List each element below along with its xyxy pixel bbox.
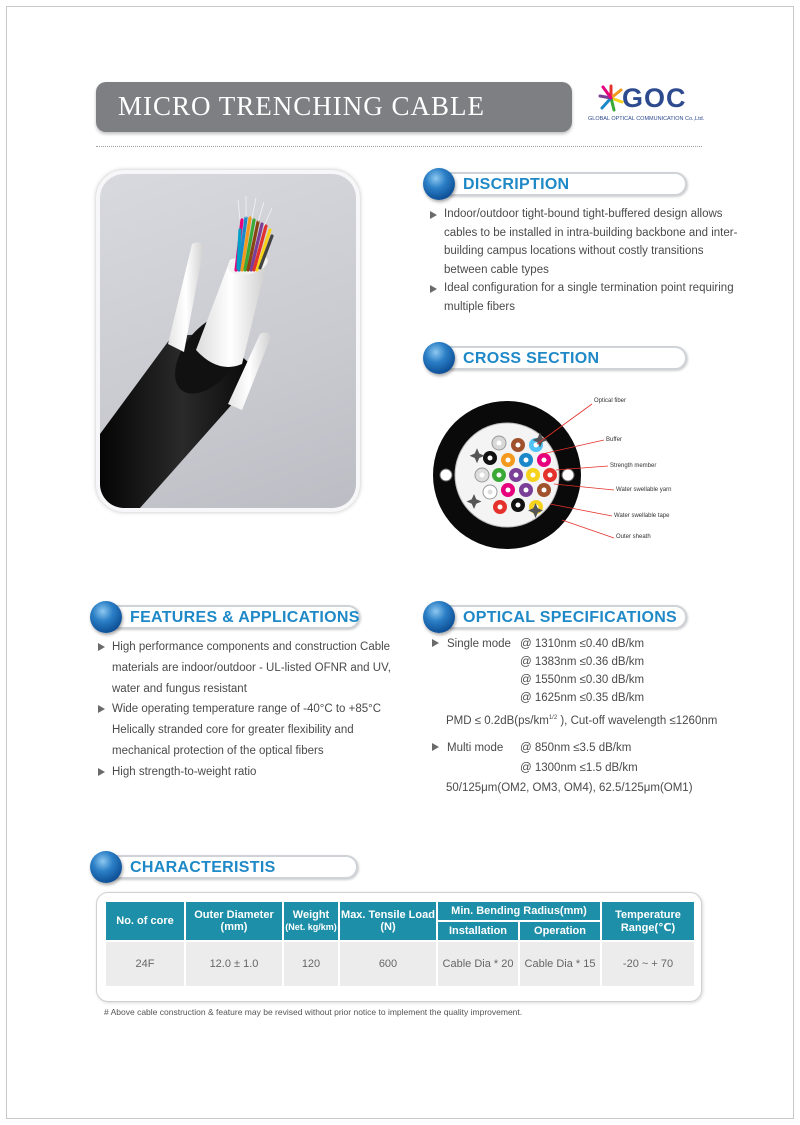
- characteristics-table-box: [96, 892, 702, 1002]
- cable-cross-section: [432, 392, 702, 552]
- label-water-swellable-yarn: Water swellable yarn: [616, 487, 672, 493]
- header-cell: No. of core: [105, 901, 185, 941]
- table-cell: 120: [283, 941, 339, 987]
- header-cell: Outer Diameter (mm): [185, 901, 283, 941]
- optical-specs: [432, 638, 732, 808]
- spec-row: @ 1550nm ≤0.30 dB/km: [520, 674, 645, 686]
- table-cell: 600: [339, 941, 437, 987]
- header-cell: Max. Tensile Load (N): [339, 901, 437, 941]
- cable-photo-panel: [96, 170, 360, 512]
- features-heading: FEATURES & APPLICATIONS: [130, 609, 360, 626]
- spec-row: @ 1383nm ≤0.36 dB/km: [520, 656, 645, 668]
- list-item: Wide operating temperature range of -40°C to +85°C Helically stranded core for greater flexibility and mechanical protection of the optical fibers: [96, 699, 396, 761]
- bullet-ball-icon: [423, 342, 455, 374]
- logo-subtitle: GLOBAL OPTICAL COMMUNICATION Co.,Ltd.: [588, 116, 705, 122]
- divider: [96, 146, 702, 147]
- bullet-ball-icon: [423, 601, 455, 633]
- spec-row: @ 1300nm ≤1.5 dB/km: [520, 762, 638, 774]
- cross-section-heading: CROSS SECTION: [463, 350, 600, 367]
- header-cell: Installation: [437, 921, 519, 941]
- bullet-ball-icon: [90, 601, 122, 633]
- features-header: [90, 603, 360, 631]
- description-list: [428, 205, 738, 317]
- multi-mode-note: 50/125μm(OM2, OM3, OM4), 62.5/125μm(OM1): [446, 782, 693, 794]
- spec-row: @ 1310nm ≤0.40 dB/km: [520, 638, 645, 650]
- characteristics-table: [105, 901, 695, 987]
- bullet-ball-icon: [423, 168, 455, 200]
- cable-illustration: [100, 174, 356, 508]
- list-item: High strength-to-weight ratio: [96, 762, 396, 783]
- list-item: High performance components and construction Cable materials are indoor/outdoor - UL-listed OFNR and UV, water and fungus resistant: [96, 637, 396, 699]
- characteristics-header: [90, 853, 358, 881]
- list-item: Indoor/outdoor tight-bound tight-buffered design allows cables to be installed in intra-building backbone and inter-building campus locations without costly transitions between cable types: [428, 205, 738, 279]
- pmd-line: PMD ≤ $0.2dB(ps/km^{1/2}$ ), Cut-off wavelength ≤1260nm: [446, 715, 718, 727]
- header-cell: Operation: [519, 921, 601, 941]
- footnote: # Above cable construction & feature may be revised without prior notice to implement the quality improvement.: [104, 1007, 523, 1017]
- label-outer-sheath: Outer sheath: [616, 534, 651, 540]
- description-heading: DISCRIPTION: [463, 176, 570, 193]
- table-cell: 12.0 ± 1.0: [185, 941, 283, 987]
- spec-row: @ 850nm ≤3.5 dB/km: [520, 742, 632, 754]
- cross-section-header: [423, 344, 688, 372]
- page-title: MICRO TRENCHING CABLE: [118, 91, 486, 121]
- table-cell: Cable Dia * 20: [437, 941, 519, 987]
- multi-mode-label: Multi mode: [447, 742, 504, 754]
- optical-heading: OPTICAL SPECIFICATIONS: [463, 609, 678, 626]
- header-cell: Temperature Range(℃): [601, 901, 695, 941]
- logo-star-icon: [598, 84, 624, 112]
- spec-row: @ 1625nm ≤0.35 dB/km: [520, 692, 645, 704]
- header-cell: Min. Bending Radius(mm): [437, 901, 601, 921]
- description-header: [423, 170, 688, 198]
- label-buffer: Buffer: [606, 437, 622, 443]
- title-bar: [96, 82, 572, 132]
- list-item: Ideal configuration for a single termination point requiring multiple fibers: [428, 279, 738, 316]
- single-mode-label: Single mode: [447, 638, 511, 650]
- label-water-swellable-tape: Water swellable tape: [614, 513, 670, 519]
- characteristics-heading: CHARACTERISTIS: [130, 859, 276, 876]
- bullet-icon: [432, 743, 439, 751]
- features-list: [96, 637, 396, 783]
- optical-header: [423, 603, 688, 631]
- label-optical-fiber: Optical fiber: [594, 398, 627, 404]
- company-logo: [588, 82, 718, 132]
- table-cell: Cable Dia * 15: [519, 941, 601, 987]
- header-cell: Weight (Net. kg/km): [283, 901, 339, 941]
- table-cell: -20 ~ + 70: [601, 941, 695, 987]
- table-row: [105, 941, 695, 987]
- cross-section-diagram: [432, 392, 702, 552]
- logo-wordmark: GOC: [622, 83, 687, 113]
- bullet-icon: [432, 639, 439, 647]
- label-strength-member: Strength member: [610, 463, 657, 469]
- bullet-ball-icon: [90, 851, 122, 883]
- table-cell: 24F: [105, 941, 185, 987]
